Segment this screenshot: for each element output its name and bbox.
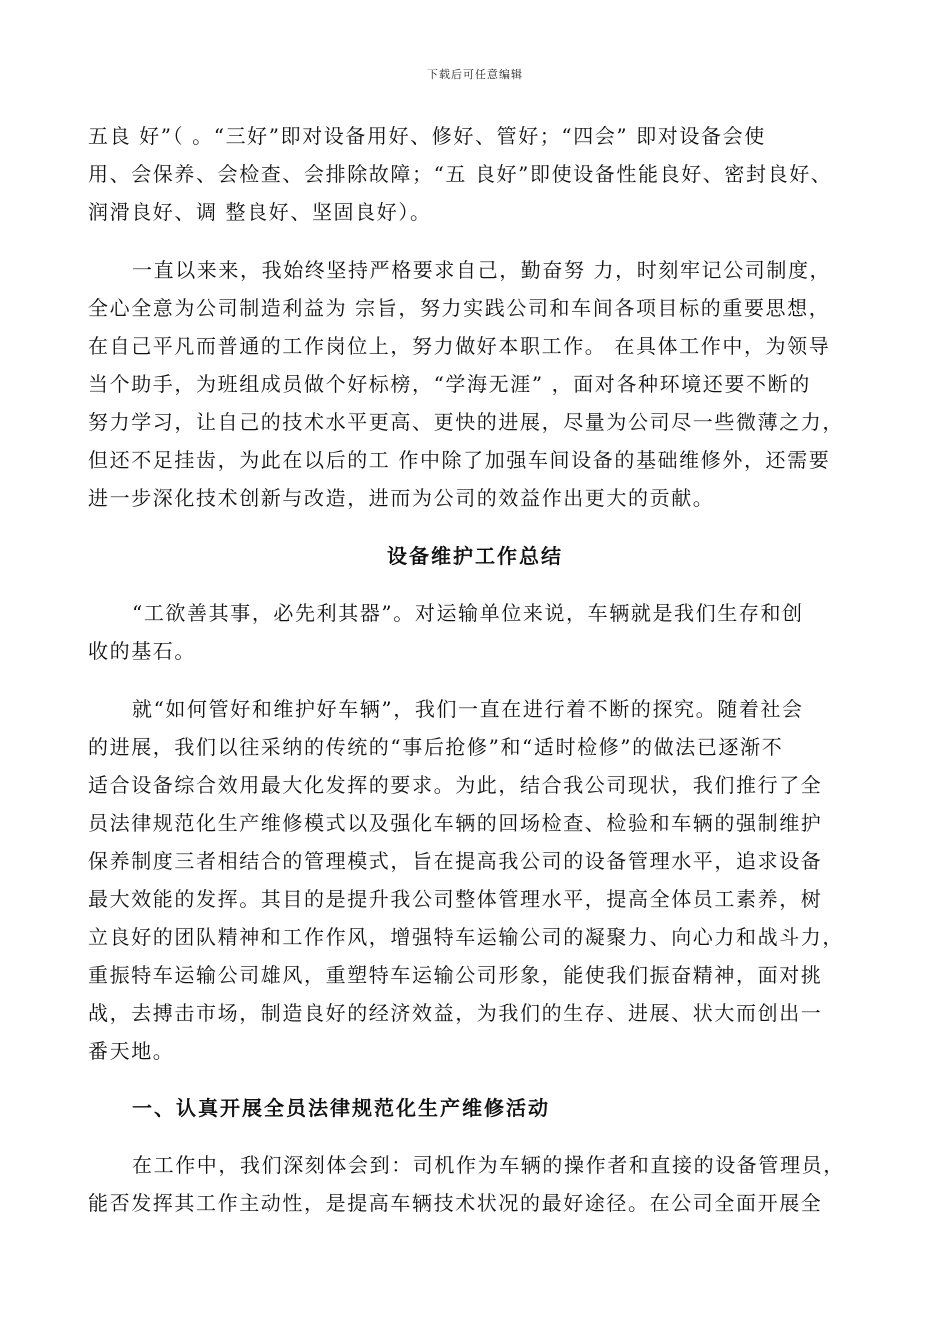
paragraph-line: 的进展，我们以往采纳的传统的“事后抢修”和“适时检修”的做法已逐渐不 xyxy=(88,735,784,759)
paragraph-line: 重振特车运输公司雄风，重塑特车运输公司形象，能使我们振奋精神，面对挑 xyxy=(88,963,823,987)
paragraph-line: 一直以来来，我始终坚持严格要求自己，勤奋努 力，时刻牢记公司制度， xyxy=(132,258,832,282)
paragraph-line: 努力学习，让自己的技术水平更高、更快的进展，尽量为公司尽一些微薄之力， xyxy=(88,410,844,434)
paragraph-line: 在工作中，我们深刻体会到：司机作为车辆的操作者和直接的设备管理员， xyxy=(132,1153,845,1177)
paragraph-line: 进一步深化技术创新与改造，进而为公司的效益作出更大的贡献。 xyxy=(88,486,715,510)
paragraph-line: 润滑良好、调 整良好、坚固良好）。 xyxy=(88,200,432,224)
page-header: 下载后可任意编辑 xyxy=(427,68,523,81)
paragraph-line: 用、会保养、会检查、会排除故障；“五 良好”即使设备性能良好、密封良好、 xyxy=(88,162,833,186)
paragraph-line: 能否发挥其工作主动性，是提高车辆技术状况的最好途径。在公司全面开展全 xyxy=(88,1191,823,1215)
paragraph-line: 番天地。 xyxy=(88,1039,175,1063)
paragraph-line: 战，去搏击市场，制造良好的经济效益，为我们的生存、进展、状大而创出一 xyxy=(88,1001,823,1025)
paragraph-line: 但还不足挂齿，为此在以后的工 作中除了加强车间设备的基础维修外，还需要 xyxy=(88,448,831,472)
paragraph-line: 收的基石。 xyxy=(88,639,196,663)
paragraph-line: 就“如何管好和维护好车辆”，我们一直在进行着不断的探究。随着社会 xyxy=(132,697,804,721)
paragraph-line: 五良 好”（ 。“三好”即对设备用好、修好、管好；“四会” 即对设备会使 xyxy=(88,124,766,148)
paragraph-line: 当个助手，为班组成员做个好标榜，“学海无涯” ，面对各种环境还要不断的 xyxy=(88,372,811,396)
paragraph-line: 在自己平凡而普通的工作岗位上，努力做好本职工作。 在具体工作中，为领导 xyxy=(88,334,831,358)
paragraph-line: 适合设备综合效用最大化发挥的要求。为此，结合我公司现状，我们推行了全 xyxy=(88,773,823,797)
paragraph-line: 最大效能的发挥。其目的是提升我公司整体管理水平，提高全体员工素养，树 xyxy=(88,887,823,911)
paragraph-line: 员法律规范化生产维修模式以及强化车辆的回场检查、检验和车辆的强制维护 xyxy=(88,811,823,835)
paragraph-line: 全心全意为公司制造利益为 宗旨，努力实践公司和车间各项目标的重要思想， xyxy=(88,296,831,320)
paragraph-line: 保养制度三者相结合的管理模式，旨在提高我公司的设备管理水平，追求设备 xyxy=(88,849,823,873)
section-subtitle: 一、认真开展全员法律规范化生产维修活动 xyxy=(132,1096,550,1120)
section-title: 设备维护工作总结 xyxy=(387,544,563,568)
paragraph-line: 立良好的团队精神和工作作风，增强特车运输公司的凝聚力、向心力和战斗力， xyxy=(88,925,844,949)
paragraph-line: “工欲善其事，必先利其器”。对运输单位来说，车辆就是我们生存和创 xyxy=(132,601,804,625)
